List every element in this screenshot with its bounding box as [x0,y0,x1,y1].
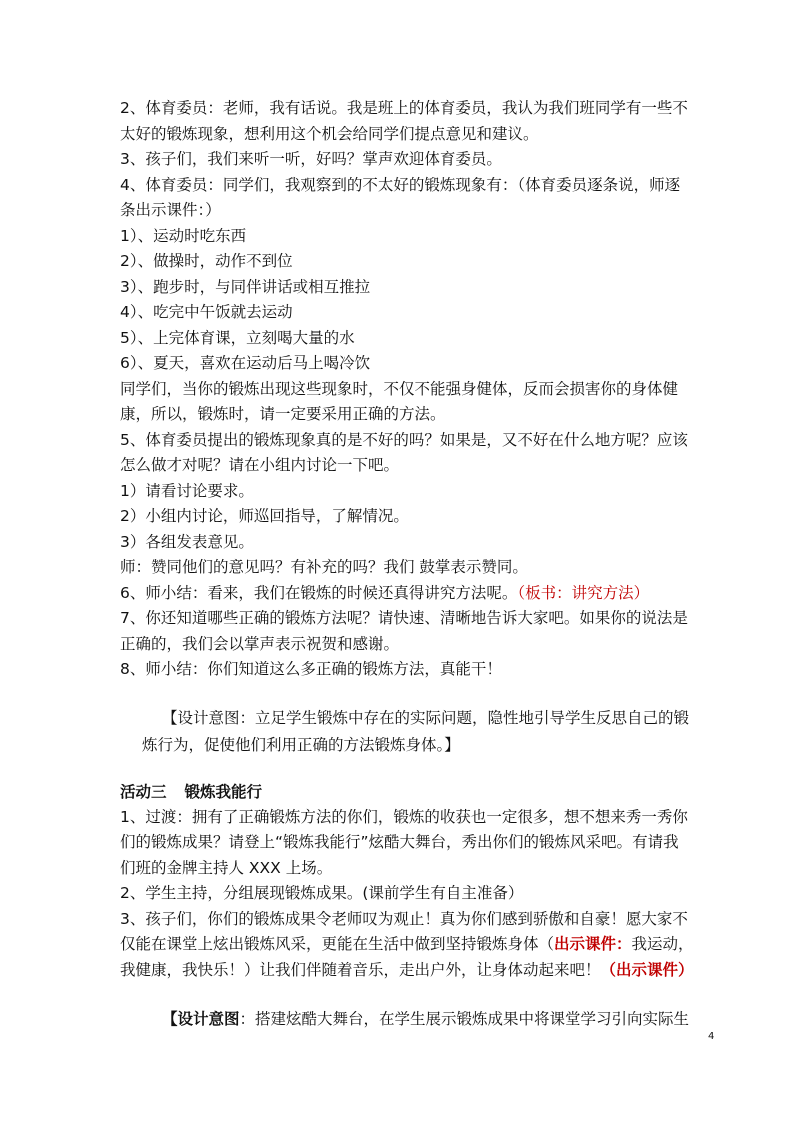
text-line [120,932,720,958]
text-line [120,958,720,984]
activity-heading [120,779,720,805]
design-intent-line: 炼行为，促使他们利用正确的方法锻炼身体。】 [142,735,460,754]
courseware-note-red: 出示课件： [554,935,632,953]
text-line: 正确的，我们会以掌声表示祝贺和感谢。 [120,634,400,653]
paragraph-block-a [120,96,720,683]
text-line: 1、过渡：拥有了正确锻炼方法的你们，锻炼的收获也一定很多，想不想来秀一秀你 [120,807,688,826]
text-line: 康，所以，锻炼时，请一定要采用正确的方法。 [120,405,446,423]
text-line: 2）小组内讨论，师巡回指导，了解情况。 [120,507,409,525]
text-line: 8、师小结：你们知道这么多正确的锻炼方法，真能干！ [120,660,502,678]
text-segment: 我运动， [631,935,694,953]
activity-title: 锻炼我能行 [184,781,263,801]
text-line: 3）各组发表意见。 [120,532,254,551]
board-note-red: （板书：讲究方法） [517,583,650,602]
text-line [120,581,720,607]
text-segment: 我健康，我快乐！）让我们伴随着音乐，走出户外，让身体动起来吧！ [120,960,601,979]
text-line: 2、学生主持，分组展现锻炼成果。(课前学生有自主准备） [120,884,524,902]
design-intent-2 [120,1005,720,1033]
design-intent-line: 【设计意图：立足学生锻炼中存在的实际问题，隐性地引导学生反思自己的锻 [162,708,690,727]
text-line: 条出示课件：） [120,201,221,219]
design-intent-1 [120,705,720,759]
text-line: 7、你还知道哪些正确的锻炼方法呢？请快速、清晰地告诉大家吧。如果你的说法是 [120,609,688,627]
paragraph-block-c [120,805,720,984]
text-line: 5、体育委员提出的锻炼现象真的是不好的吗？如果是，又不好在什么地方呢？应该 [120,430,688,449]
courseware-note-red: （出示课件） [600,960,694,979]
text-line: 6）、夏天，喜欢在运动后马上喝冷饮 [120,354,371,372]
text-line: 3、孩子们，你们的锻炼成果令老师叹为观止！真为你们感到骄傲和自豪！愿大家不 [120,909,688,928]
text-line: 3）、跑步时，与同伴讲话或相互推拉 [120,277,371,296]
text-line: 同学们，当你的锻炼出现这些现象时，不仅不能强身健体，反而会损害你的身体健 [120,379,679,398]
text-line: 4、体育委员：同学们，我观察到的不太好的锻炼现象有：（体育委员逐条说，师逐 [120,175,681,194]
text-line: 1）、运动时吃东西 [120,226,247,245]
text-line: 怎么做才对呢？请在小组内讨论一下吧。 [120,456,400,474]
text-line: 师：赞同他们的意见吗？有补充的吗？我们 鼓掌表示赞同。 [120,558,528,576]
design-intent-line [120,1005,720,1033]
design-intent-text: ：搭建炫酷大舞台，在学生展示锻炼成果中将课堂学习引向实际生 [239,1010,690,1028]
page-content [120,96,720,1033]
text-line: 5）、上完体育课，立刻喝大量的水 [120,328,355,347]
page-number: 4 [708,1031,715,1042]
text-line: 太好的锻炼现象，想利用这个机会给同学们提点意见和建议。 [120,124,539,143]
design-intent-label: 【设计意图 [162,1009,240,1028]
activity-label: 活动三 [120,781,167,801]
text-line: 2）、做操时，动作不到位 [120,252,293,270]
text-line: 2、体育委员：老师，我有话说。我是班上的体育委员，我认为我们班同学有一些不 [120,99,688,117]
text-segment: 仅能在课堂上炫出锻炼风采，更能在生活中做到坚持锻炼身体（ [120,935,555,953]
text-line: 们的锻炼成果？请登上“锻炼我能行”炫酷大舞台，秀出你们的锻炼风采吧。有请我 [120,833,679,851]
text-line: 1）请看讨论要求。 [120,481,254,500]
text-segment: 6、师小结：看来，我们在锻炼的时候还真得讲究方法呢。 [120,583,518,602]
text-line: 们班的金牌主持人 XXX 上场。 [120,858,333,877]
text-line: 4）、吃完中午饭就去运动 [120,303,293,321]
text-line: 3、孩子们，我们来听一听，好吗？掌声欢迎体育委员。 [120,150,502,168]
